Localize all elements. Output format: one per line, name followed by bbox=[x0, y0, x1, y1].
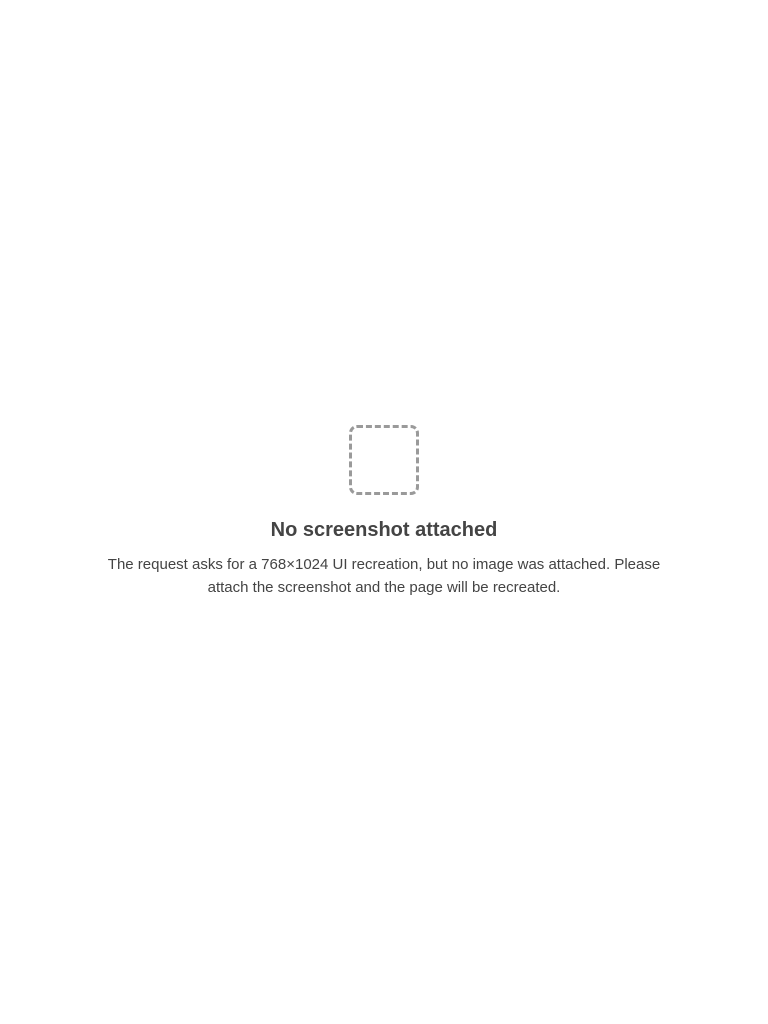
missing-image-icon bbox=[349, 425, 419, 495]
notice-message: The request asks for a 768×1024 UI recreation, but no image was attached. Please attach the screenshot and the page will be recreated. bbox=[107, 556, 661, 596]
notice-title: No screenshot attached bbox=[270, 519, 498, 541]
